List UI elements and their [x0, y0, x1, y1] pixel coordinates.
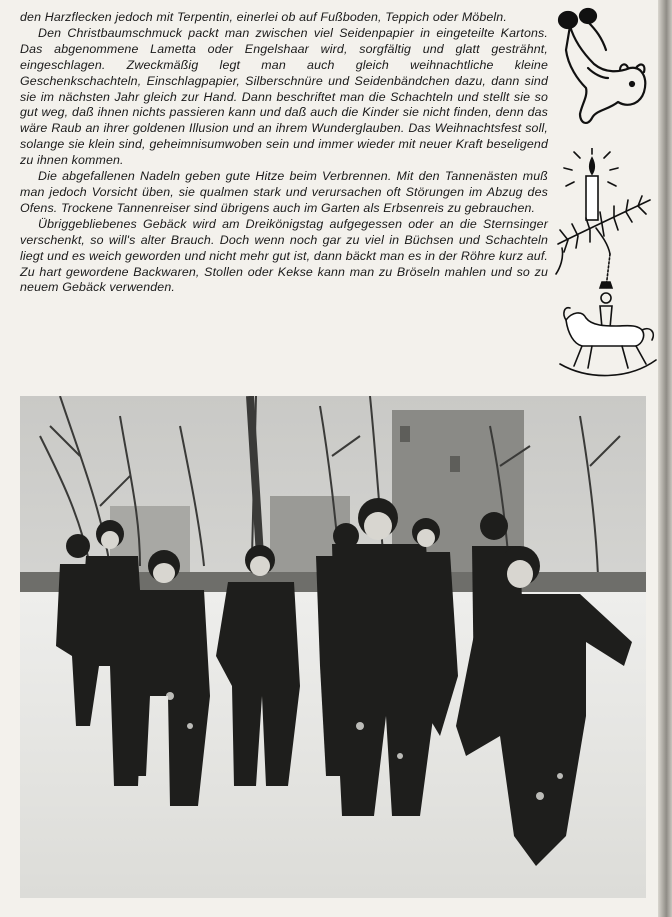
paragraph-2: Den Christbaumschmuck packt man zwischen viel Seidenpapier in eingeteilte Kartons. Das abgenommene Lametta oder Engelshaar wird, sorgfältig und glatt gesträhnt, eingeschlagen. Zweckmäßig legt man auch gleich weihnachtliche kleine Geschenkschachteln, Einschlagpapier, Silberschnüre und Seidenbändchen dazu, dann sind sie im nächsten Jahr gleich zur Hand. Dann beschriftet man die Schachteln und stellt sie so gut weg, daß ihnen nichts passieren kann und daß auch die Kinder sie nicht finden, denn das wäre Raub an ihrer goldenen Illusion und an ihrem Wunderglauben. Das Weihnachtsfest soll, solange sie klein sind, geheimnisumwoben sein und immer wieder mit neuer Kraft beseligend zu ihnen kommen.: [20, 25, 548, 168]
teddy-bear-icon: [548, 6, 652, 128]
paragraph-1: den Harzflecken jedoch mit Terpentin, einerlei ob auf Fußboden, Teppich oder Möbeln.: [20, 10, 507, 24]
children-running-in-snow-photo: [20, 396, 646, 898]
candle-fir-branch-and-rocking-horse-icon: [552, 148, 660, 384]
article-text: [20, 10, 548, 296]
paragraph-3: Die abgefallenen Nadeln geben gute Hitze beim Verbrennen. Mit den Tannenästen muß man jedoch Vorsicht üben, sie qualmen stark und verursachen oft Störungen im Abzug des Ofens. Trockene Tannenreiser sind übrigens auch im Garten als Erbsenreis zu gebrauchen.: [20, 169, 548, 215]
page-edge: [658, 0, 672, 917]
paragraph-4: Übriggebliebenes Gebäck wird am Dreikönigstag aufgegessen oder an die Sternsinger verschenkt, so will's alter Brauch. Doch wenn noch gar zu viel in Büchsen und Schachteln liegt und es weich geworden und nicht mehr gut ist, dann bäckt man es in der Röhre kurz auf. Zu hart gewordene Backwaren, Stollen oder Kekse kann man zu Bröseln mahlen und so zu neuem Gebäck verwenden.: [20, 216, 548, 295]
